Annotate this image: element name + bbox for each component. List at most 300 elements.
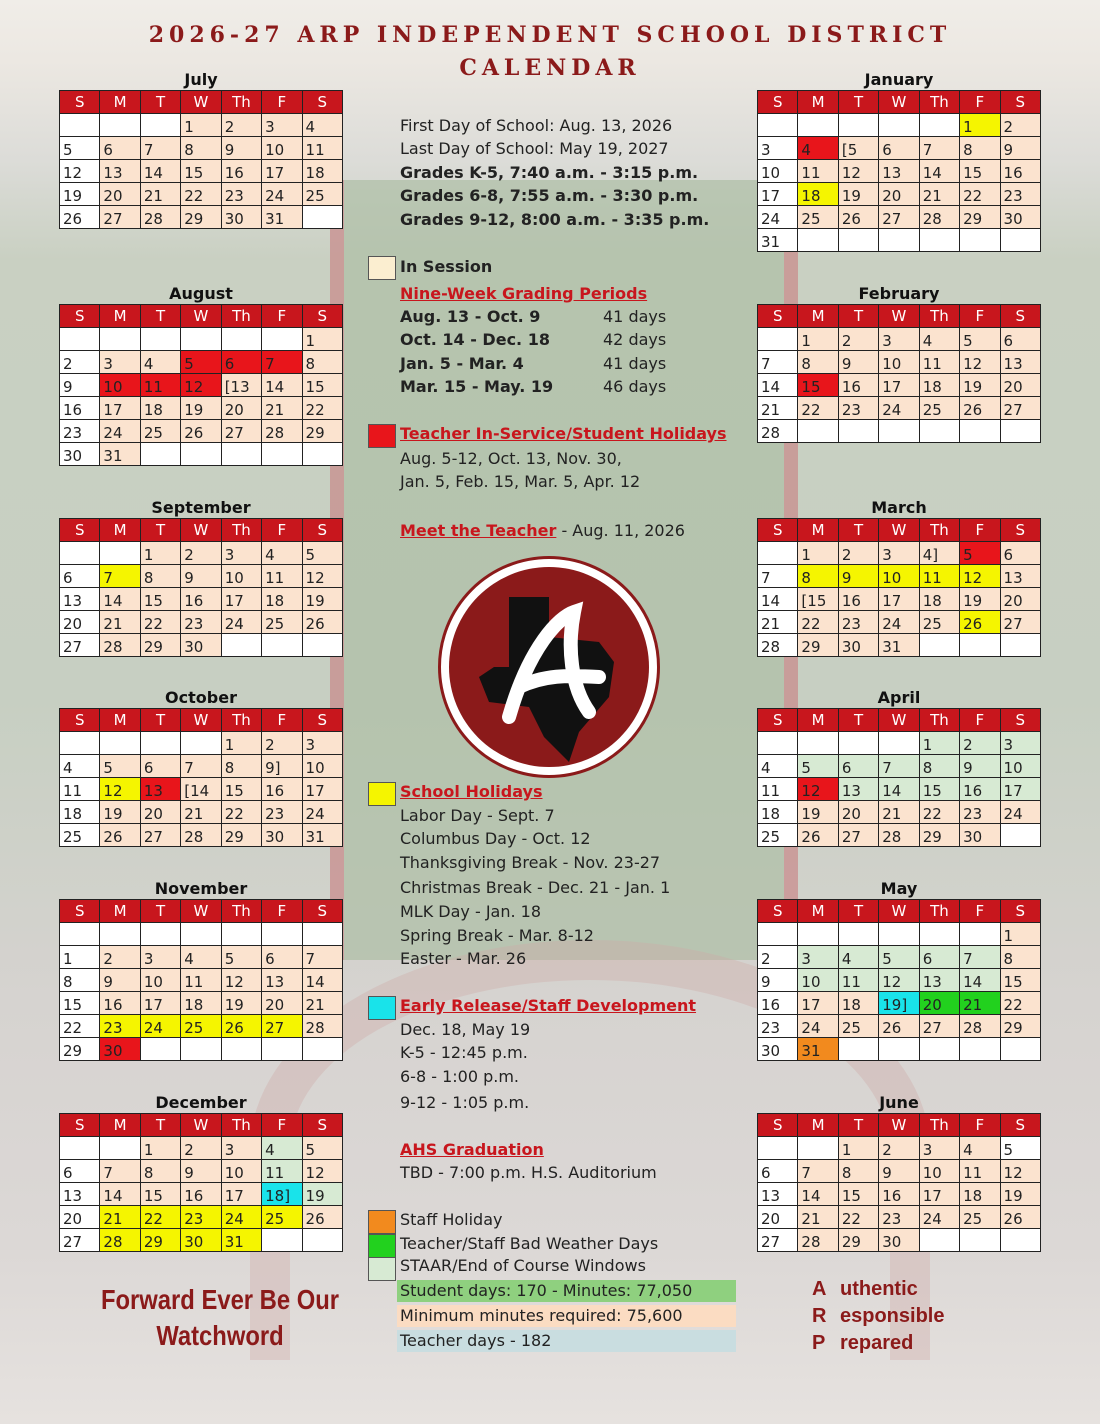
day-cell: 8: [960, 137, 1000, 160]
empty-day-cell: [60, 923, 100, 946]
day-cell: 7: [181, 755, 221, 778]
day-cell: 7: [960, 946, 1000, 969]
weekday-header: F: [960, 900, 1000, 923]
day-cell: 5: [798, 755, 838, 778]
day-cell: 22: [1000, 992, 1040, 1015]
day-cell: 23: [181, 611, 221, 634]
day-cell: 25: [60, 824, 100, 847]
day-cell: 10: [798, 969, 838, 992]
day-cell: 11: [262, 1160, 302, 1183]
day-cell: 13: [140, 778, 180, 801]
day-cell: 18: [181, 992, 221, 1015]
day-cell: 7: [798, 1160, 838, 1183]
day-cell: 6: [1000, 542, 1040, 565]
day-cell: 21: [181, 801, 221, 824]
month-name: January: [864, 70, 934, 89]
holiday-item: Easter - Mar. 26: [400, 949, 527, 968]
day-cell: 24: [262, 183, 302, 206]
day-cell: 3: [262, 114, 302, 137]
weekday-header: T: [140, 709, 180, 732]
day-cell: 29: [838, 1229, 878, 1252]
empty-day-cell: [60, 114, 100, 137]
day-cell: 1: [140, 1137, 180, 1160]
empty-day-cell: [758, 114, 798, 137]
teacher-days: Teacher days - 182: [397, 1330, 736, 1352]
empty-day-cell: [302, 634, 342, 657]
day-cell: 9: [1000, 137, 1040, 160]
first-day: First Day of School: Aug. 13, 2026: [400, 116, 673, 135]
month-name: December: [155, 1093, 247, 1112]
weekday-header: S: [758, 900, 798, 923]
week-row: [60, 443, 343, 466]
day-cell: 11: [140, 374, 180, 397]
day-cell: 12: [221, 969, 261, 992]
weekday-header: S: [1000, 1114, 1040, 1137]
day-cell: 12: [960, 351, 1000, 374]
weekday-header: M: [798, 900, 838, 923]
day-cell: 11: [960, 1160, 1000, 1183]
day-cell: 24: [879, 611, 919, 634]
day-cell: 19: [960, 588, 1000, 611]
day-cell: 11: [919, 565, 959, 588]
month-name: February: [858, 284, 940, 303]
meet-the-teacher-label: Meet the Teacher: [400, 521, 557, 540]
empty-day-cell: [960, 923, 1000, 946]
day-cell: 23: [960, 801, 1000, 824]
calendar-grid: [59, 518, 343, 657]
day-cell: 2: [960, 732, 1000, 755]
empty-day-cell: [140, 732, 180, 755]
empty-day-cell: [60, 732, 100, 755]
grading-period-4-days: 46 days: [603, 377, 667, 396]
calendar-grid: [757, 90, 1041, 252]
grades-9-12: Grades 9-12, 8:00 a.m. - 3:35 p.m.: [400, 210, 710, 229]
weekday-header: T: [838, 709, 878, 732]
day-cell: 1: [798, 542, 838, 565]
day-cell: 6: [838, 755, 878, 778]
day-cell: 14: [758, 588, 798, 611]
day-cell: 14: [919, 160, 959, 183]
arp-line: [812, 1303, 944, 1330]
day-cell: 19: [181, 397, 221, 420]
day-cell: 26: [838, 206, 878, 229]
empty-day-cell: [919, 634, 959, 657]
day-cell: 27: [262, 1015, 302, 1038]
day-cell: 30: [838, 634, 878, 657]
day-cell: 12: [100, 778, 140, 801]
day-cell: 20: [838, 801, 878, 824]
weekday-header: S: [60, 1114, 100, 1137]
day-cell: 9: [221, 137, 261, 160]
week-row: [60, 565, 343, 588]
empty-day-cell: [838, 114, 878, 137]
day-cell: 31: [262, 206, 302, 229]
day-cell: 4: [919, 328, 959, 351]
day-cell: 17: [879, 588, 919, 611]
day-cell: 7: [262, 351, 302, 374]
arp-line: [812, 1276, 944, 1303]
weekday-header: F: [262, 305, 302, 328]
day-cell: 25: [919, 397, 959, 420]
month-name: June: [879, 1093, 919, 1112]
weekday-header: S: [758, 91, 798, 114]
day-cell: 4: [838, 946, 878, 969]
day-cell: 23: [100, 1015, 140, 1038]
staar-swatch: [368, 1257, 396, 1281]
empty-day-cell: [1000, 1229, 1040, 1252]
week-row: [758, 969, 1041, 992]
week-row: [60, 397, 343, 420]
weekday-header: T: [140, 91, 180, 114]
day-cell: 7: [302, 946, 342, 969]
day-cell: 29: [919, 824, 959, 847]
week-row: [60, 1206, 343, 1229]
day-cell: 2: [60, 351, 100, 374]
day-cell: 24: [302, 801, 342, 824]
month-name: May: [880, 879, 918, 898]
weekday-header: S: [60, 900, 100, 923]
weekday-header: Th: [919, 91, 959, 114]
empty-day-cell: [221, 328, 261, 351]
week-row: [758, 946, 1041, 969]
day-cell: 2: [758, 946, 798, 969]
empty-day-cell: [838, 229, 878, 252]
holiday-item: Spring Break - Mar. 8-12: [400, 926, 594, 945]
day-cell: 8: [181, 137, 221, 160]
month-october: [59, 688, 343, 847]
day-cell: 29: [221, 824, 261, 847]
day-cell: 16: [758, 992, 798, 1015]
day-cell: 9: [838, 351, 878, 374]
week-row: [60, 634, 343, 657]
day-cell: 8: [1000, 946, 1040, 969]
day-cell: 13: [1000, 351, 1040, 374]
weekday-header: W: [879, 900, 919, 923]
day-cell: 31: [100, 443, 140, 466]
weekday-header: M: [100, 900, 140, 923]
day-cell: 10: [302, 755, 342, 778]
day-cell: 19: [100, 801, 140, 824]
grades-6-8: Grades 6-8, 7:55 a.m. - 3:30 p.m.: [400, 186, 699, 205]
day-cell: 3: [758, 137, 798, 160]
day-cell: 20: [221, 397, 261, 420]
day-cell: 14: [100, 1183, 140, 1206]
week-row: [60, 1160, 343, 1183]
arp-word: uthentic: [840, 1278, 918, 1300]
in-session-swatch: [368, 256, 396, 280]
weekday-header: T: [838, 1114, 878, 1137]
day-cell: 26: [879, 1015, 919, 1038]
inservice-swatch: [368, 424, 396, 448]
day-cell: 18: [798, 183, 838, 206]
day-cell: 1: [1000, 923, 1040, 946]
empty-day-cell: [919, 114, 959, 137]
day-cell: 10: [758, 160, 798, 183]
day-cell: 19: [838, 183, 878, 206]
day-cell: 26: [221, 1015, 261, 1038]
day-cell: 30: [262, 824, 302, 847]
day-cell: 12: [302, 1160, 342, 1183]
empty-day-cell: [262, 1229, 302, 1252]
week-row: [758, 137, 1041, 160]
day-cell: 6: [60, 565, 100, 588]
day-cell: 22: [60, 1015, 100, 1038]
day-cell: 21: [879, 801, 919, 824]
day-cell: 24: [879, 397, 919, 420]
day-cell: 4]: [919, 542, 959, 565]
day-cell: 18: [919, 374, 959, 397]
day-cell: 20: [100, 183, 140, 206]
staar-label: STAAR/End of Course Windows: [400, 1256, 646, 1275]
day-cell: [13: [221, 374, 261, 397]
empty-day-cell: [140, 1038, 180, 1061]
weekday-header: W: [879, 709, 919, 732]
day-cell: 4: [262, 542, 302, 565]
day-cell: 7: [100, 565, 140, 588]
day-cell: 1: [181, 114, 221, 137]
weekday-header: T: [838, 900, 878, 923]
day-cell: 21: [302, 992, 342, 1015]
week-row: [758, 1038, 1041, 1061]
day-cell: 22: [302, 397, 342, 420]
day-cell: 29: [181, 206, 221, 229]
early-release-heading: Early Release/Staff Development: [400, 996, 697, 1015]
holiday-item: Christmas Break - Dec. 21 - Jan. 1: [400, 878, 671, 897]
week-row: [60, 206, 343, 229]
day-cell: 16: [181, 1183, 221, 1206]
weekday-header: F: [262, 1114, 302, 1137]
day-cell: 15: [302, 374, 342, 397]
day-cell: 1: [798, 328, 838, 351]
day-cell: 26: [302, 611, 342, 634]
day-cell: 8: [798, 565, 838, 588]
empty-day-cell: [798, 732, 838, 755]
empty-day-cell: [1000, 824, 1040, 847]
month-name: March: [871, 498, 927, 517]
day-cell: 19: [960, 374, 1000, 397]
day-cell: 1: [140, 542, 180, 565]
weekday-header: S: [302, 305, 342, 328]
day-cell: [14: [181, 778, 221, 801]
day-cell: 13: [60, 588, 100, 611]
day-cell: 17: [302, 778, 342, 801]
arp-word: esponsible: [840, 1305, 945, 1327]
month-february: [757, 284, 1041, 443]
day-cell: 24: [100, 420, 140, 443]
day-cell: 24: [758, 206, 798, 229]
month-name: October: [165, 688, 237, 707]
day-cell: 20: [60, 611, 100, 634]
month-august: [59, 284, 343, 466]
day-cell: 13: [1000, 565, 1040, 588]
day-cell: 8: [221, 755, 261, 778]
empty-day-cell: [758, 542, 798, 565]
day-cell: 9: [758, 969, 798, 992]
day-cell: 27: [60, 1229, 100, 1252]
week-row: [758, 1206, 1041, 1229]
day-cell: 12: [181, 374, 221, 397]
day-cell: 17: [879, 374, 919, 397]
day-cell: 26: [181, 420, 221, 443]
day-cell: 1: [919, 732, 959, 755]
weekday-header: Th: [919, 1114, 959, 1137]
day-cell: 16: [960, 778, 1000, 801]
day-cell: 9: [838, 565, 878, 588]
month-november: [59, 879, 343, 1061]
week-row: [60, 611, 343, 634]
motto: [93, 1282, 348, 1354]
empty-day-cell: [181, 732, 221, 755]
weekday-header: T: [140, 1114, 180, 1137]
empty-day-cell: [60, 1137, 100, 1160]
day-cell: 31: [302, 824, 342, 847]
weekday-header: W: [181, 709, 221, 732]
day-cell: 27: [140, 824, 180, 847]
day-cell: 15: [140, 588, 180, 611]
week-row: [758, 1160, 1041, 1183]
day-cell: 10: [262, 137, 302, 160]
day-cell: 23: [181, 1206, 221, 1229]
day-cell: 18: [838, 992, 878, 1015]
day-cell: 25: [960, 1206, 1000, 1229]
day-cell: 29: [140, 1229, 180, 1252]
day-cell: 27: [758, 1229, 798, 1252]
day-cell: 30: [1000, 206, 1040, 229]
in-session-label: In Session: [400, 257, 493, 276]
day-cell: 29: [798, 634, 838, 657]
day-cell: 21: [140, 183, 180, 206]
day-cell: 14: [140, 160, 180, 183]
week-row: [758, 420, 1041, 443]
week-row: [60, 969, 343, 992]
week-row: [758, 824, 1041, 847]
calendar-grid: [757, 708, 1041, 847]
graduation-detail: TBD - 7:00 p.m. H.S. Auditorium: [400, 1163, 657, 1182]
day-cell: 19]: [879, 992, 919, 1015]
weekday-header: S: [758, 519, 798, 542]
day-cell: 22: [960, 183, 1000, 206]
day-cell: 1: [221, 732, 261, 755]
day-cell: 26: [1000, 1206, 1040, 1229]
day-cell: 11: [60, 778, 100, 801]
arp-letter: R: [812, 1305, 827, 1327]
calendar-grid: [757, 304, 1041, 443]
weekday-header: F: [960, 709, 1000, 732]
day-cell: 16: [60, 397, 100, 420]
day-cell: 17: [1000, 778, 1040, 801]
empty-day-cell: [221, 1038, 261, 1061]
day-cell: 22: [798, 397, 838, 420]
day-cell: 27: [838, 824, 878, 847]
day-cell: 23: [879, 1206, 919, 1229]
weekday-header: S: [60, 709, 100, 732]
day-cell: 6: [60, 1160, 100, 1183]
day-cell: 23: [838, 397, 878, 420]
day-cell: 12: [879, 969, 919, 992]
weekday-header: M: [798, 709, 838, 732]
weekday-header: S: [60, 519, 100, 542]
week-row: [758, 183, 1041, 206]
day-cell: 10: [221, 1160, 261, 1183]
day-cell: 30: [221, 206, 261, 229]
day-cell: 4: [140, 351, 180, 374]
day-cell: 21: [919, 183, 959, 206]
day-cell: 10: [221, 565, 261, 588]
day-cell: 2: [181, 542, 221, 565]
empty-day-cell: [262, 1038, 302, 1061]
week-row: [60, 137, 343, 160]
day-cell: 3: [100, 351, 140, 374]
empty-day-cell: [181, 923, 221, 946]
day-cell: 28: [758, 420, 798, 443]
day-cell: 10: [879, 565, 919, 588]
empty-day-cell: [302, 206, 342, 229]
empty-day-cell: [262, 443, 302, 466]
day-cell: 19: [221, 992, 261, 1015]
day-cell: 28: [100, 1229, 140, 1252]
empty-day-cell: [798, 923, 838, 946]
month-april: [757, 688, 1041, 847]
weekday-header: W: [181, 1114, 221, 1137]
empty-day-cell: [758, 732, 798, 755]
day-cell: 2: [262, 732, 302, 755]
month-july: [59, 70, 343, 229]
empty-day-cell: [100, 1137, 140, 1160]
week-row: [758, 328, 1041, 351]
day-cell: 30: [100, 1038, 140, 1061]
day-cell: 26: [60, 206, 100, 229]
early-release-item: 6-8 - 1:00 p.m.: [400, 1067, 520, 1086]
day-cell: 2: [879, 1137, 919, 1160]
day-cell: 3: [221, 542, 261, 565]
day-cell: 22: [919, 801, 959, 824]
weekday-header: S: [1000, 305, 1040, 328]
day-cell: 20: [262, 992, 302, 1015]
empty-day-cell: [1000, 229, 1040, 252]
day-cell: 2: [838, 328, 878, 351]
day-cell: 2: [100, 946, 140, 969]
day-cell: 5: [879, 946, 919, 969]
week-row: [60, 1137, 343, 1160]
calendar-grid: [59, 899, 343, 1061]
day-cell: 9: [960, 755, 1000, 778]
day-cell: 27: [1000, 397, 1040, 420]
bad-weather-swatch: [368, 1234, 396, 1258]
day-cell: 14: [879, 778, 919, 801]
day-cell: 9]: [262, 755, 302, 778]
week-row: [60, 351, 343, 374]
day-cell: 18]: [262, 1183, 302, 1206]
day-cell: 12: [838, 160, 878, 183]
day-cell: 9: [181, 565, 221, 588]
day-cell: 16: [838, 374, 878, 397]
weekday-header: F: [960, 1114, 1000, 1137]
day-cell: 29: [140, 634, 180, 657]
weekday-header: W: [181, 519, 221, 542]
weekday-header: W: [181, 305, 221, 328]
day-cell: 4: [60, 755, 100, 778]
weekday-header: S: [302, 91, 342, 114]
day-cell: 16: [879, 1183, 919, 1206]
day-cell: 2: [838, 542, 878, 565]
day-cell: 3: [879, 542, 919, 565]
empty-day-cell: [60, 542, 100, 565]
day-cell: 20: [1000, 374, 1040, 397]
week-row: [758, 351, 1041, 374]
early-release-item: K-5 - 12:45 p.m.: [400, 1043, 528, 1062]
holiday-item: Thanksgiving Break - Nov. 23-27: [400, 853, 661, 872]
day-cell: 19: [302, 1183, 342, 1206]
